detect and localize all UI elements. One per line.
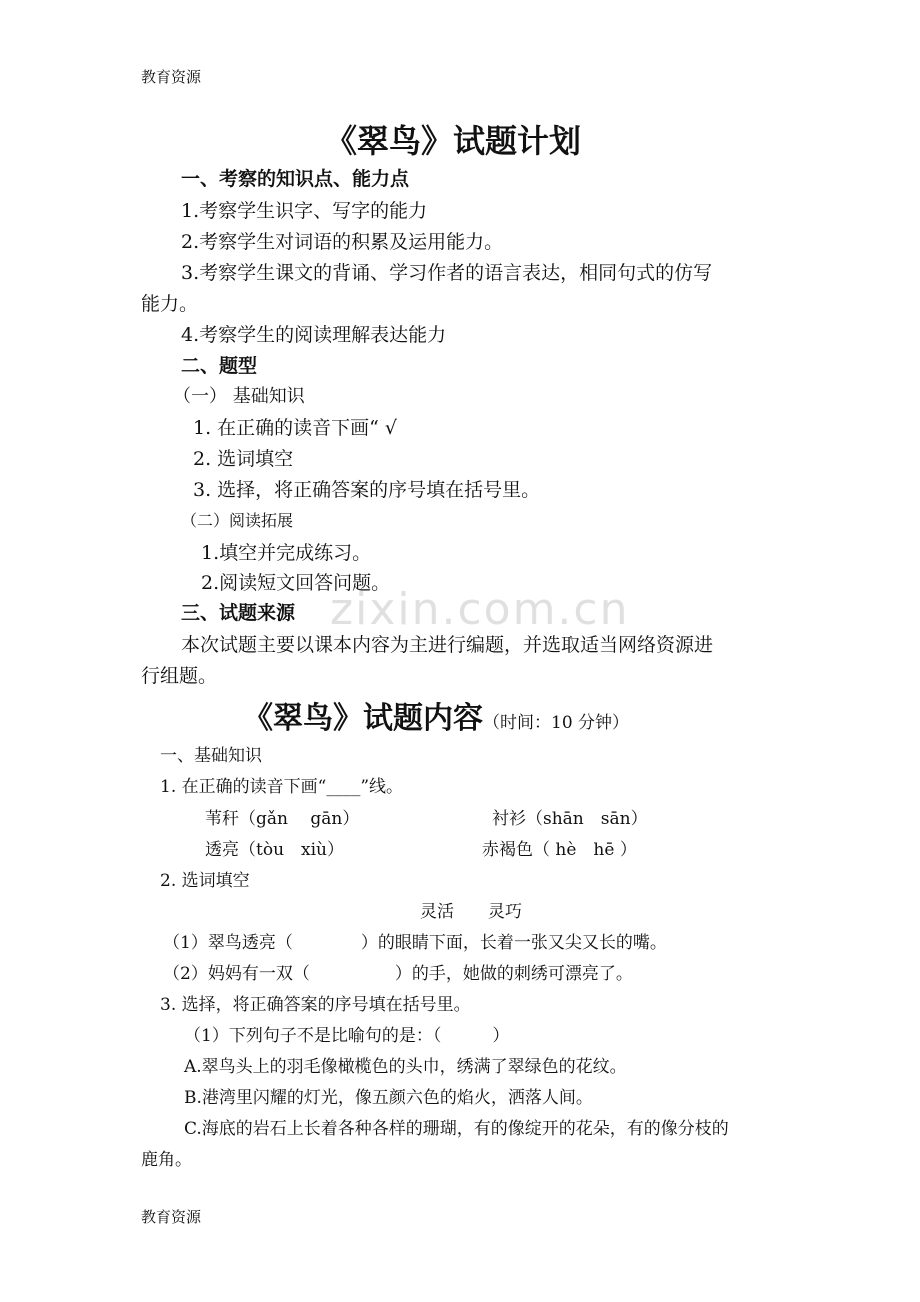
plan-section1-item: 3.考察学生课文的背诵、学习作者的语言表达，相同句式的仿写 xyxy=(181,262,713,284)
q2-choices: 灵活 灵巧 xyxy=(420,902,522,922)
q1-word: 衬衫（shān sān） xyxy=(492,809,648,829)
plan-section2-sub1-item: 1. 在正确的读音下画“ √ xyxy=(193,417,398,439)
question-2: 2. 选词填空 xyxy=(160,871,250,891)
q3-subquestion: （1）下列句子不是比喻句的是：（ ） xyxy=(184,1026,510,1046)
q2-item: （2）妈妈有一双（ ）的手，她做的刺绣可漂亮了。 xyxy=(163,964,633,984)
q1-word: 赤褐色（ hè hē ） xyxy=(482,840,637,860)
page-header: 教育资源 xyxy=(141,68,202,86)
plan-section1-item-cont: 能力。 xyxy=(141,293,199,315)
content-title: 《翠鸟》试题内容 xyxy=(243,701,483,736)
q3-option-cont: 鹿角。 xyxy=(141,1150,192,1170)
plan-section2-sub1-item: 2. 选词填空 xyxy=(193,448,294,470)
plan-section1-item: 4.考察学生的阅读理解表达能力 xyxy=(181,324,447,346)
content-title-line xyxy=(243,693,629,737)
question-3: 3. 选择，将正确答案的序号填在括号里。 xyxy=(160,995,471,1015)
plan-section3-text: 本次试题主要以课本内容为主进行编题，并选取适当网络资源进 xyxy=(181,634,714,656)
plan-section2-sub1-item: 3. 选择，将正确答案的序号填在括号里。 xyxy=(193,479,541,501)
plan-section2-sub1: （一） 基础知识 xyxy=(173,386,305,407)
plan-section1-item: 1.考察学生识字、写字的能力 xyxy=(181,200,428,222)
plan-section2-heading: 二、题型 xyxy=(181,355,258,377)
plan-section3-heading: 三、试题来源 xyxy=(181,602,296,624)
page-footer: 教育资源 xyxy=(141,1208,202,1226)
q2-item: （1）翠鸟透亮（ ）的眼睛下面，长着一张又尖又长的嘴。 xyxy=(163,933,667,953)
q3-option: B.港湾里闪耀的灯光，像五颜六色的焰火，洒落人间。 xyxy=(184,1088,593,1108)
plan-section3-text-cont: 行组题。 xyxy=(141,665,218,687)
plan-title: 《翠鸟》试题计划 xyxy=(325,122,582,160)
q1-word: 透亮（tòu xiù） xyxy=(205,840,344,860)
q3-option: A.翠鸟头上的羽毛像橄榄色的头巾，绣满了翠绿色的花纹。 xyxy=(184,1057,627,1077)
q3-option: C.海底的岩石上长着各种各样的珊瑚，有的像绽开的花朵，有的像分枝的 xyxy=(184,1119,729,1139)
plan-section2-sub2-item: 1.填空并完成练习。 xyxy=(201,542,372,564)
watermark: zixin.com.cn xyxy=(330,584,630,635)
content-section1: 一、基础知识 xyxy=(160,746,262,766)
content-time-note: （时间：10 分钟） xyxy=(483,713,630,733)
q1-word: 苇秆（gǎn gān） xyxy=(205,809,360,829)
question-1: 1. 在正确的读音下画“____”线。 xyxy=(160,777,404,797)
plan-section1-heading: 一、考察的知识点、能力点 xyxy=(181,168,410,190)
plan-section1-item: 2.考察学生对词语的积累及运用能力。 xyxy=(181,231,504,253)
plan-section2-sub2: （二）阅读拓展 xyxy=(181,511,294,530)
plan-section2-sub2-item: 2.阅读短文回答问题。 xyxy=(201,572,391,594)
